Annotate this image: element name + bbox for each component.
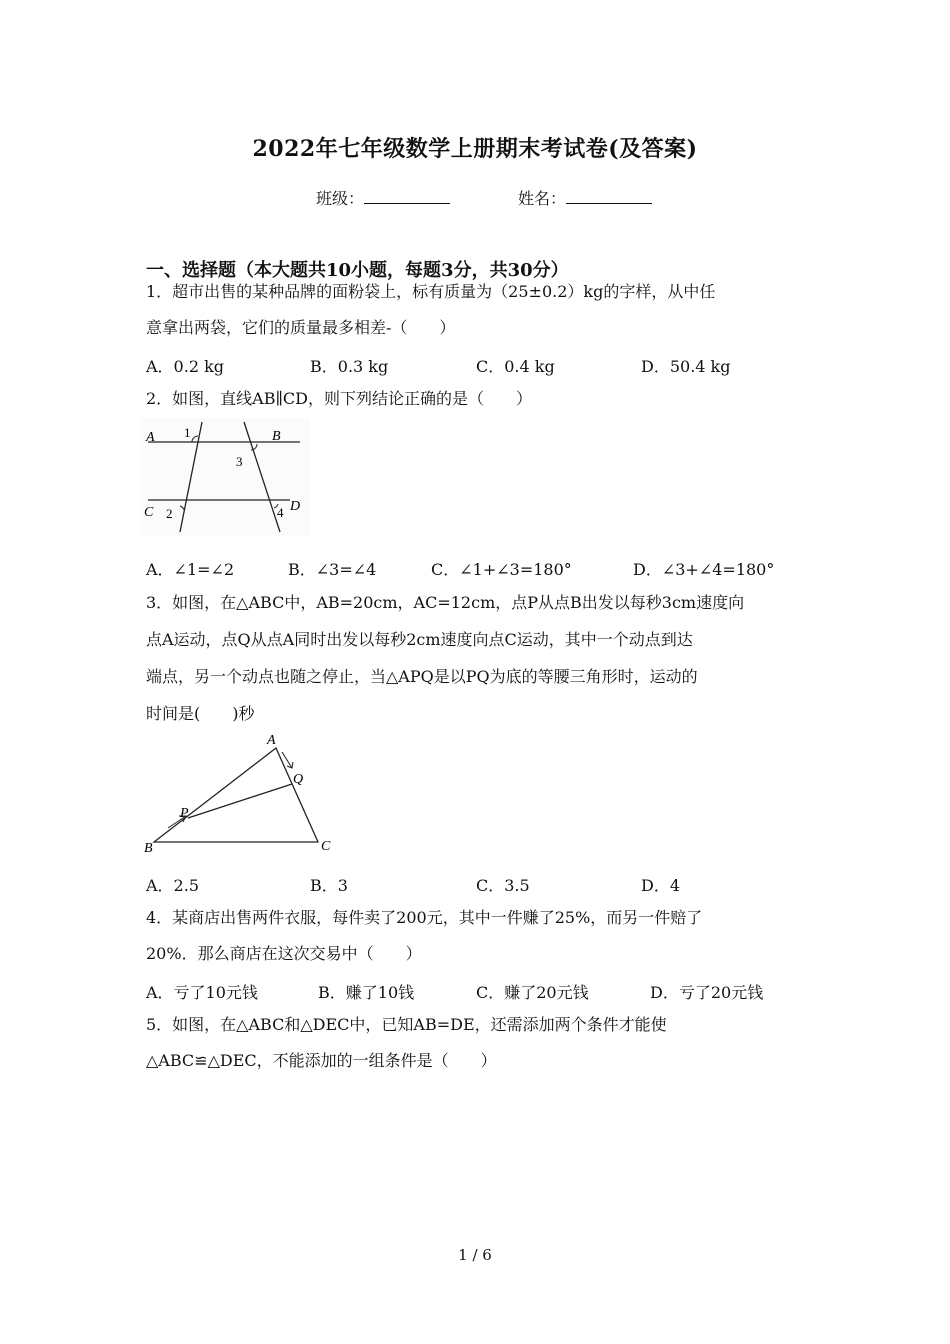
q4-text-line2: 20%．那么商店在这次交易中（ ） — [146, 944, 422, 963]
class-label: 班级： — [316, 189, 365, 208]
label-angle-1: 1 — [184, 425, 191, 440]
q3-triangle-figure — [140, 730, 340, 858]
q1-text-line2: 意拿出两袋，它们的质量最多相差-（ ） — [146, 318, 456, 337]
q4-option-a[interactable]: A．亏了10元钱 — [146, 983, 258, 1002]
q4-option-c[interactable]: C．赚了20元钱 — [476, 983, 589, 1002]
q3-text-line1: 3．如图，在△ABC中，AB=20cm，AC=12cm，点P从点B出发以每秒3cm速度向 — [146, 593, 745, 612]
label-angle-4: 4 — [277, 505, 284, 520]
label-a: A — [267, 733, 276, 748]
q3-option-a[interactable]: A．2.5 — [146, 876, 200, 895]
q3-option-b[interactable]: B．3 — [310, 876, 348, 895]
q5-text-line1: 5．如图，在△ABC和△DEC中，已知AB=DE，还需添加两个条件才能使 — [146, 1015, 667, 1034]
label-d: D — [290, 499, 301, 514]
q2-parallel-lines-figure — [140, 418, 310, 536]
page-number: 1 / 6 — [458, 1246, 492, 1264]
label-b: B — [144, 841, 153, 856]
q2-option-a[interactable]: A．∠1=∠2 — [146, 560, 235, 579]
q2-option-c[interactable]: C．∠1+∠3=180° — [431, 560, 572, 579]
name-blank[interactable] — [566, 189, 652, 204]
q3-text-line3: 端点，另一个动点也随之停止，当△APQ是以PQ为底的等腰三角形时，运动的 — [146, 667, 698, 686]
q2-text-line1: 2．如图，直线AB∥CD，则下列结论正确的是（ ） — [146, 389, 532, 408]
label-c: C — [321, 839, 331, 854]
q3-text-line4: 时间是( )秒 — [146, 704, 255, 723]
q3-option-c[interactable]: C．3.5 — [476, 876, 530, 895]
q5-text-line2: △ABC≌△DEC，不能添加的一组条件是（ ） — [146, 1051, 497, 1070]
q2-option-b[interactable]: B．∠3=∠4 — [288, 560, 377, 579]
q1-option-b[interactable]: B．0.3 kg — [310, 357, 389, 376]
q4-option-b[interactable]: B．赚了10钱 — [318, 983, 415, 1002]
q3-option-d[interactable]: D．4 — [641, 876, 681, 895]
document-title: 2022年七年级数学上册期末考试卷(及答案) — [252, 136, 698, 162]
label-angle-2: 2 — [166, 506, 173, 521]
name-label: 姓名： — [518, 189, 567, 208]
q4-text-line1: 4．某商店出售两件衣服，每件卖了200元，其中一件赚了25%，而另一件赔了 — [146, 908, 703, 927]
segment-pq — [188, 784, 292, 818]
section-heading-choice: 一、选择题（本大题共10小题，每题3分，共30分） — [146, 260, 569, 281]
q2-option-d[interactable]: D．∠3+∠4=180° — [633, 560, 775, 579]
label-a: A — [146, 430, 155, 445]
label-q: Q — [293, 772, 304, 787]
q3-text-line2: 点A运动，点Q从点A同时出发以每秒2cm速度向点C运动，其中一个动点到达 — [146, 630, 693, 649]
name-field[interactable] — [518, 186, 652, 209]
class-field[interactable] — [316, 186, 450, 209]
q1-option-d[interactable]: D．50.4 kg — [641, 357, 731, 376]
label-angle-3: 3 — [236, 454, 243, 469]
label-c: C — [144, 505, 154, 520]
q4-option-d[interactable]: D．亏了20元钱 — [650, 983, 764, 1002]
label-p: P — [180, 806, 189, 821]
label-b: B — [272, 429, 281, 444]
q1-option-c[interactable]: C．0.4 kg — [476, 357, 555, 376]
class-blank[interactable] — [364, 189, 450, 204]
q1-text-line1: 1．超市出售的某种品牌的面粉袋上，标有质量为（25±0.2）kg的字样，从中任 — [146, 282, 716, 301]
q1-option-a[interactable]: A．0.2 kg — [146, 357, 225, 376]
